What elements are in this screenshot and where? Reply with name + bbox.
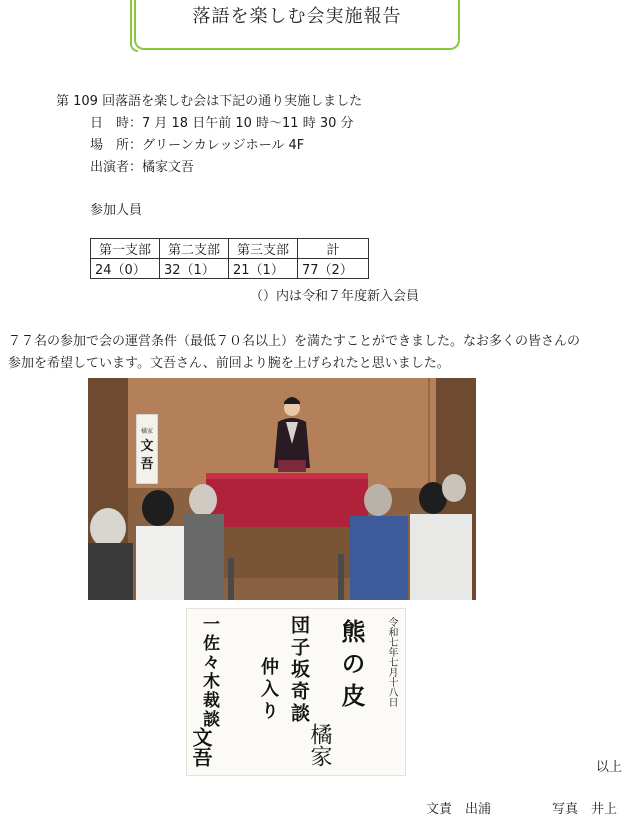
banner-top-text: 橘家	[140, 428, 154, 435]
performer-line: 出演者：橘家文吾	[90, 160, 195, 175]
program-nakairi: 仲入り	[258, 657, 279, 723]
performance-photo	[88, 378, 476, 600]
program-signature: 文吾	[189, 727, 213, 767]
performance-photo-illustration	[88, 378, 476, 600]
banner-char2: 吾	[140, 457, 154, 472]
credit-writer: 文責 出浦	[426, 802, 492, 817]
value-total: 77（2）	[298, 259, 369, 279]
program-date: 令和七年七月十八日	[386, 617, 397, 707]
intro-text: 第 109 回落語を楽しむ会は下記の通り実施しました	[56, 94, 363, 109]
program-item-3: 一佐々木裁談	[199, 615, 219, 729]
program-item-1: 熊の皮	[337, 619, 366, 715]
participants-heading: 参加人員	[90, 203, 143, 218]
table-note: （）内は令和７年度新入会員	[250, 289, 420, 304]
participants-table	[90, 238, 369, 279]
value-branch3: 21（1）	[229, 259, 298, 279]
header-total: 計	[298, 239, 369, 259]
page-title: 落語を楽しむ会実施報告	[192, 6, 402, 27]
program-signature-stamp: 橘家	[307, 723, 332, 767]
datetime-line: 日 時：7 月 18 日午前 10 時～11 時 30 分	[90, 116, 354, 131]
value-branch2: 32（1）	[160, 259, 229, 279]
paragraph-line2: 参加を希望しています。文吾さん、前回より腕を上げられたと思いました。	[8, 356, 450, 371]
header-branch3: 第三支部	[229, 239, 298, 259]
credit-photo: 写真 井上	[552, 802, 618, 817]
closing-text: 以上	[596, 760, 623, 775]
banner-char1: 文	[140, 439, 154, 454]
program-calligraphy-card	[186, 608, 406, 776]
place-line: 場 所：グリーンカレッジホール 4F	[90, 138, 305, 153]
table-header-row	[91, 239, 369, 259]
paragraph-line1: ７７名の参加で会の運営条件（最低７０名以上）を満たすことができました。なお多くの皆さんの	[8, 334, 581, 349]
header-branch1: 第一支部	[91, 239, 160, 259]
header-branch2: 第二支部	[160, 239, 229, 259]
table-row	[91, 259, 369, 279]
title-box	[134, 0, 460, 50]
value-branch1: 24（0）	[91, 259, 160, 279]
program-item-2: 団子坂奇談	[288, 615, 310, 725]
